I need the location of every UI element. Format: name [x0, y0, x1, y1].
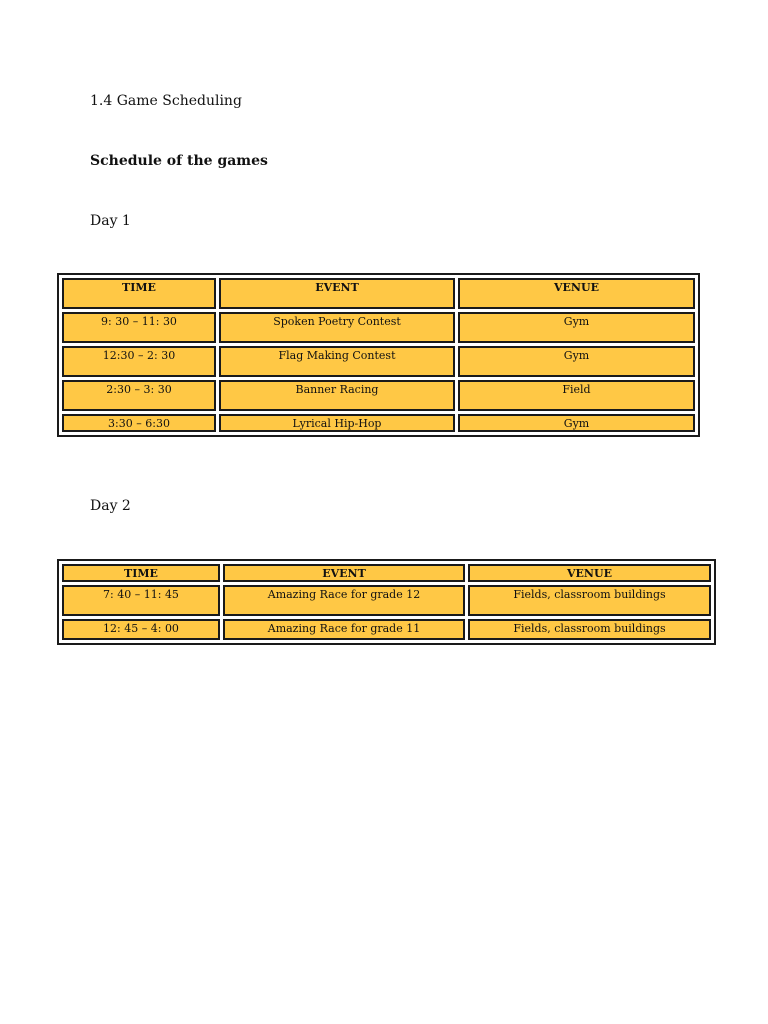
cell-time: 3:30 – 6:30: [62, 414, 216, 432]
table-header-row: [62, 278, 695, 309]
header-event: EVENT: [219, 278, 455, 309]
cell-event: Lyrical Hip-Hop: [219, 414, 455, 432]
day-1-label: Day 1: [90, 213, 131, 229]
table-row: [62, 414, 695, 432]
cell-venue: Gym: [458, 312, 695, 343]
section-title: 1.4 Game Scheduling: [90, 93, 242, 109]
cell-event: Amazing Race for grade 12: [223, 585, 465, 616]
cell-time: 7: 40 – 11: 45: [62, 585, 220, 616]
cell-time: 2:30 – 3: 30: [62, 380, 216, 411]
cell-venue: Field: [458, 380, 695, 411]
table-row: [62, 380, 695, 411]
schedule-heading: Schedule of the games: [90, 153, 268, 169]
cell-venue: Fields, classroom buildings: [468, 585, 711, 616]
day-2-label: Day 2: [90, 498, 131, 514]
header-venue: VENUE: [468, 564, 711, 582]
cell-venue: Gym: [458, 346, 695, 377]
cell-venue: Gym: [458, 414, 695, 432]
cell-event: Amazing Race for grade 11: [223, 619, 465, 640]
cell-time: 12:30 – 2: 30: [62, 346, 216, 377]
table-header-row: [62, 564, 711, 582]
header-time: TIME: [62, 278, 216, 309]
day-1-schedule-table: [57, 273, 700, 437]
cell-time: 9: 30 – 11: 30: [62, 312, 216, 343]
table-row: [62, 585, 711, 616]
cell-event: Spoken Poetry Contest: [219, 312, 455, 343]
cell-event: Flag Making Contest: [219, 346, 455, 377]
header-event: EVENT: [223, 564, 465, 582]
day-2-schedule-table: [57, 559, 716, 645]
table-row: [62, 312, 695, 343]
table-row: [62, 619, 711, 640]
header-time: TIME: [62, 564, 220, 582]
cell-venue: Fields, classroom buildings: [468, 619, 711, 640]
cell-time: 12: 45 – 4: 00: [62, 619, 220, 640]
cell-event: Banner Racing: [219, 380, 455, 411]
table-row: [62, 346, 695, 377]
header-venue: VENUE: [458, 278, 695, 309]
